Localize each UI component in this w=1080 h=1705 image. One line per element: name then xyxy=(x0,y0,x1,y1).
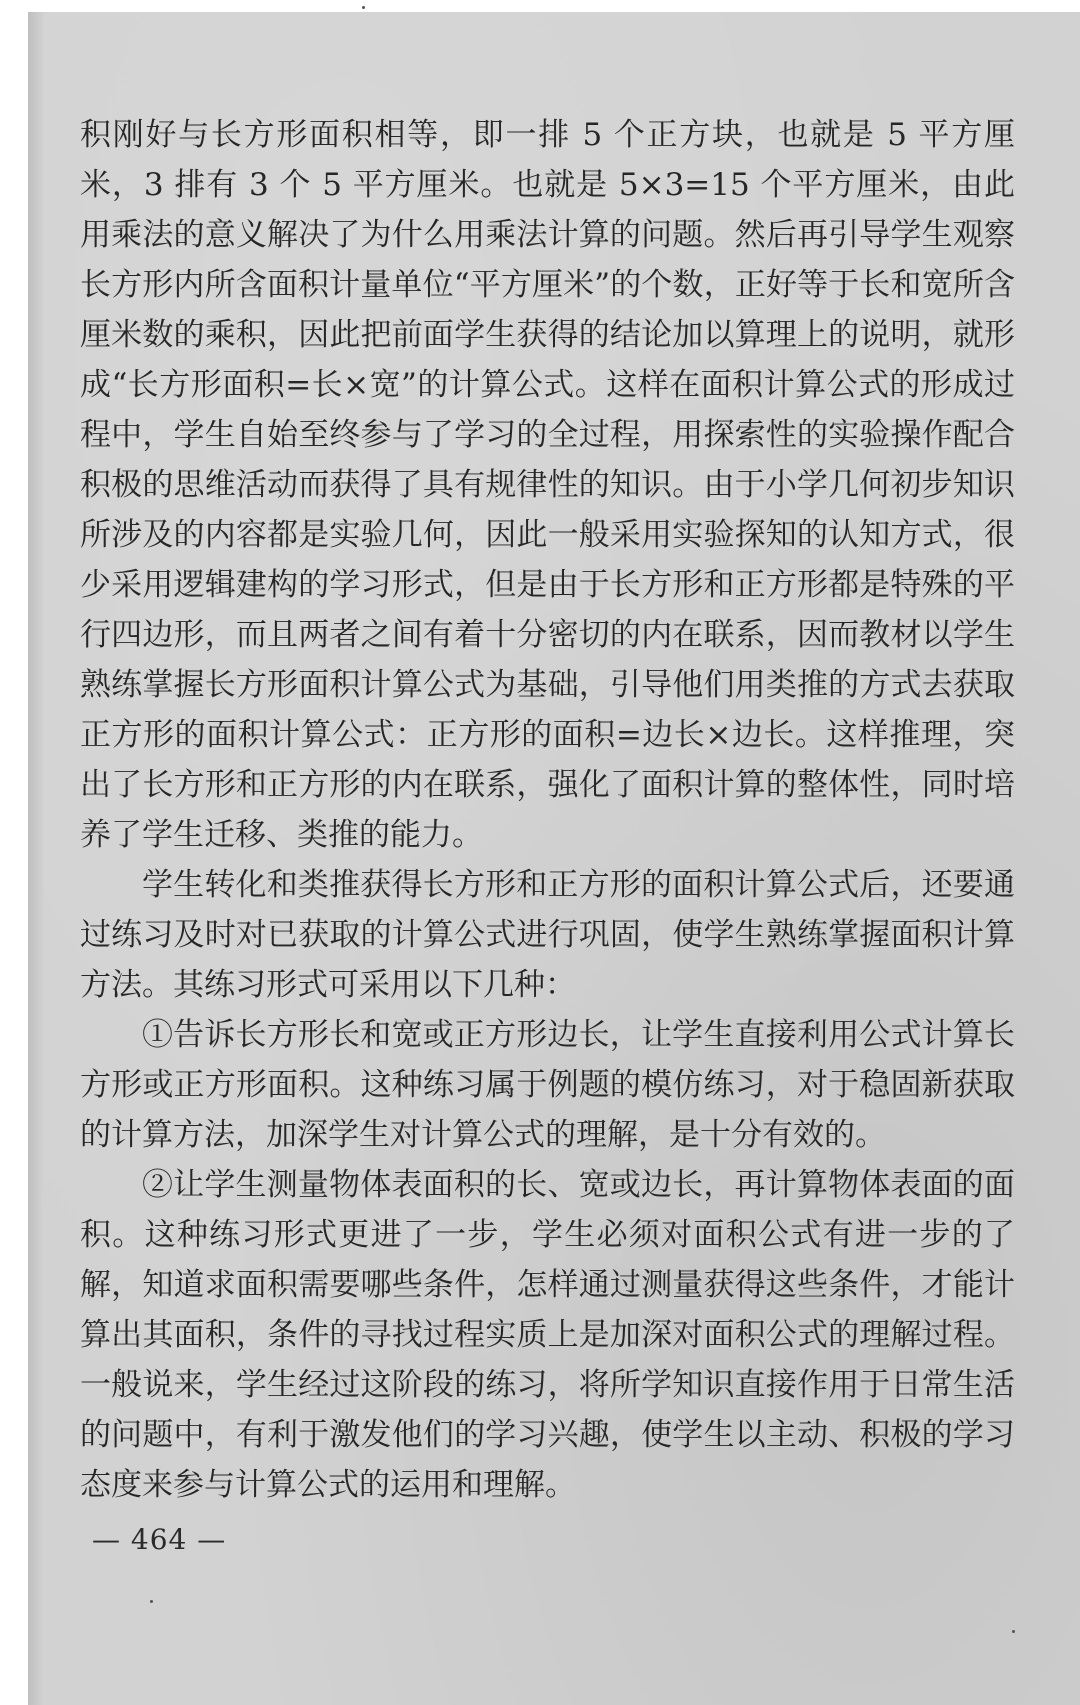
scan-speck xyxy=(362,6,365,9)
body-text xyxy=(80,110,1015,1510)
paragraph-4: ②让学生测量物体表面积的长、宽或边长，再计算物体表面的面积。这种练习形式更进了一步，学生必须对面积公式有进一步的了解，知道求面积需要哪些条件，怎样通过测量获得这些条件，才能计算出其面积，条件的寻找过程实质上是加深对面积公式的理解过程。一般说来，学生经过这阶段的练习，将所学知识直接作用于日常生活的问题中，有利于激发他们的学习兴趣，使学生以主动、积极的学习态度来参与计算公式的运用和理解。 xyxy=(80,1167,1015,1503)
paragraph-3: ①告诉长方形长和宽或正方形边长，让学生直接利用公式计算长方形或正方形面积。这种练习属于例题的模仿练习，对于稳固新获取的计算方法，加深学生对计算公式的理解，是十分有效的。 xyxy=(80,1017,1015,1153)
paragraph-1: 积刚好与长方形面积相等，即一排 5 个正方块，也就是 5 平方厘米，3 排有 3 个 5 平方厘米。也就是 5×3=15 个平方厘米，由此用乘法的意义解决了为什么用乘法计算的问题。然后再引导学生观察长方形内所含面积计量单位“平方厘米”的个数，正好等于长和宽所含厘米数的乘积，因此把前面学生获得的结论加以算理上的说明，就形成“长方形面积=长×宽”的计算公式。这样在面积计算公式的形成过程中，学生自始至终参与了学习的全过程，用探索性的实验操作配合积极的思维活动而获得了具有规律性的知识。由于小学几何初步知识所涉及的内容都是实验几何，因此一般采用实验探知的认知方式，很少采用逻辑建构的学习形式，但是由于长方形和正方形都是特殊的平行四边形，而且两者之间有着十分密切的内在联系，因而教材以学生熟练掌握长方形面积计算公式为基础，引导他们用类推的方式去获取正方形的面积计算公式：正方形的面积=边长×边长。这样推理，突出了长方形和正方形的内在联系，强化了面积计算的整体性，同时培养了学生迁移、类推的能力。 xyxy=(80,117,1015,853)
page-binding-shadow xyxy=(28,12,44,1705)
paragraph-2: 学生转化和类推获得长方形和正方形的面积计算公式后，还要通过练习及时对已获取的计算公式进行巩固，使学生熟练掌握面积计算方法。其练习形式可采用以下几种： xyxy=(80,867,1015,1003)
page-number: — 464 — xyxy=(92,1523,227,1556)
scan-speck xyxy=(1012,1630,1015,1633)
scan-speck xyxy=(150,1600,153,1603)
